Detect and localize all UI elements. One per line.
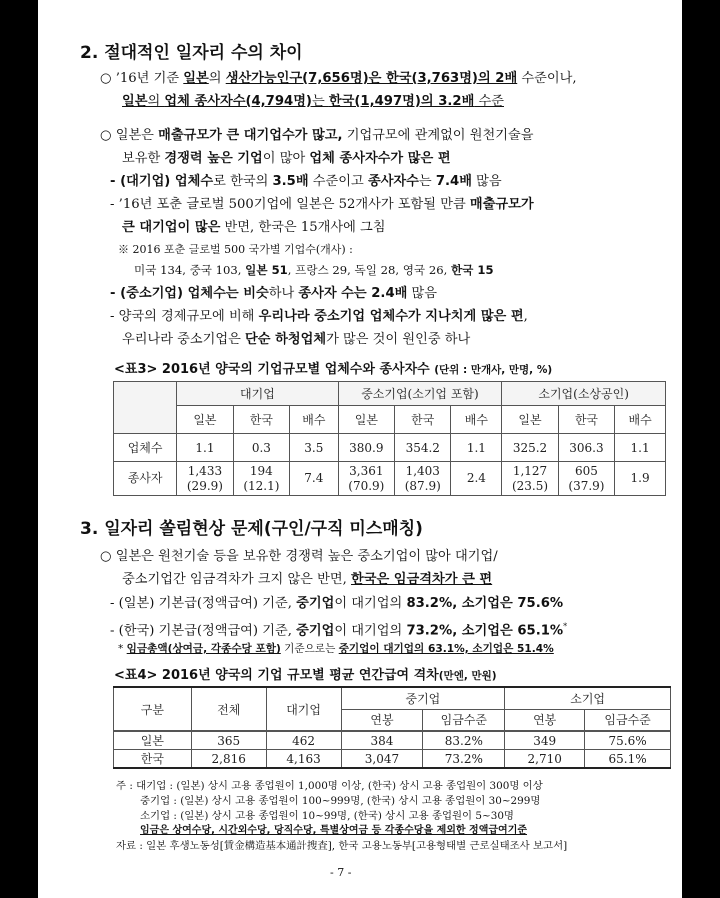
table-cell: 365: [191, 731, 266, 750]
section2-title: 2. 절대적인 일자리 수의 차이: [80, 43, 303, 63]
table3-subheader: 배수: [451, 406, 502, 434]
table-cell: 2,710: [505, 750, 585, 769]
table-cell: 3,047: [341, 750, 423, 769]
table-cell: 3,361 (70.9): [338, 462, 394, 496]
document-page: [38, 0, 682, 898]
table3-group-sme: 중소기업(소기업 포함): [338, 382, 502, 406]
table3-row-label: 종사자: [114, 462, 177, 496]
table3-subheader: 배수: [615, 406, 666, 434]
table3-subheader: 배수: [290, 406, 339, 434]
table3-subheader: 한국: [233, 406, 289, 434]
table-cell: 1.1: [615, 434, 666, 462]
table4-header-category: 구분: [114, 687, 192, 731]
table-cell: 4,163: [266, 750, 341, 769]
table3-corner: [114, 382, 177, 434]
table4-subheader: 연봉: [341, 709, 423, 731]
table-cell: 2.4: [451, 462, 502, 496]
table-cell: 306.3: [558, 434, 614, 462]
s2-fortune-counts: 미국 134, 중국 103, 일본 51, 프랑스 29, 독일 28, 영국 26, 한국 15: [134, 263, 494, 277]
table3: [113, 381, 666, 496]
s2-bullet1-line1: ○ ’16년 기준 일본의 생산가능인구(7,656명)은 한국(3,763명)의 2배 수준이나,: [100, 71, 577, 86]
table-cell: 0.3: [233, 434, 289, 462]
table-cell: 194 (12.1): [233, 462, 289, 496]
note-small-firm: 소기업 : (일본) 상시 고용 종업원이 10~99명, (한국) 상시 고용 종업원이 5~30명: [140, 810, 514, 822]
s3-dash-korea: - (한국) 기본급(정액급여) 기준, 중기업이 대기업의 73.2%, 소기업은 65.1%*: [110, 622, 568, 639]
table-row: [114, 750, 671, 769]
s3-bullet1-line1: ○ 일본은 원천기술 등을 보유한 경쟁력 높은 중소기업이 많아 대기업/: [100, 549, 498, 564]
note-large-firm: 주 : 대기업 : (일본) 상시 고용 종업원이 1,000명 이상, (한국) 상시 고용 종업원이 300명 이상: [116, 780, 543, 792]
table4-subheader: 임금수준: [585, 709, 671, 731]
table-cell: 3.5: [290, 434, 339, 462]
table3-subheader: 일본: [502, 406, 558, 434]
table4-group-medium: 중기업: [341, 687, 505, 709]
table4-header-total: 전체: [191, 687, 266, 731]
table-cell: 1.1: [451, 434, 502, 462]
s3-bullet1-line2: 중소기업간 임금격차가 크지 않은 반면, 한국은 임금격차가 큰 편: [122, 572, 493, 587]
table4-row-label: 일본: [114, 731, 192, 750]
table-cell: 349: [505, 731, 585, 750]
note-medium-firm: 중기업 : (일본) 상시 고용 종업원이 100~999명, (한국) 상시 고용 종업원이 30~299명: [140, 795, 541, 807]
s2-dash2-line1: - ’16년 포춘 글로벌 500기업에 일본은 52개사가 포함될 만큼 매출규모가: [110, 197, 534, 212]
table3-subheader: 일본: [338, 406, 394, 434]
table4-caption: <표4> 2016년 양국의 기업 규모별 평균 연간급여 격차(만엔, 만원): [114, 668, 497, 683]
note-wage-basis: 임금은 상여수당, 시간외수당, 당직수당, 특별상여금 등 각종수당을 제외한 정액급여기준: [140, 825, 528, 836]
table-cell: 380.9: [338, 434, 394, 462]
table-cell: 325.2: [502, 434, 558, 462]
s2-dash1: - (대기업) 업체수로 한국의 3.5배 수준이고 종사자수는 7.4배 많음: [110, 174, 502, 189]
table4: [113, 686, 671, 769]
page-number: - 7 -: [330, 866, 352, 879]
table-cell: 1,403 (87.9): [395, 462, 451, 496]
table4-row-label: 한국: [114, 750, 192, 769]
table-row: [114, 462, 666, 496]
s2-dash4-line1: - 양국의 경제규모에 비해 우리나라 중소기업 업체수가 지나치게 많은 편,: [110, 309, 528, 324]
table-row: [114, 731, 671, 750]
s2-bullet1-line2: 일본의 업체 종사자수(4,794명)는 한국(1,497명)의 3.2배 수준: [122, 94, 504, 109]
s2-bullet2-line1: ○ 일본은 매출규모가 큰 대기업수가 많고, 기업규모에 관계없이 원천기술을: [100, 128, 534, 143]
s2-dash3: - (중소기업) 업체수는 비슷하나 종사자 수는 2.4배 많음: [110, 286, 438, 301]
note-source: 자료 : 일본 후생노동성[賃金構造基本通計搜査], 한국 고용노동부[고용형태별 근로실태조사 보고서]: [116, 840, 568, 852]
table4-subheader: 임금수준: [423, 709, 505, 731]
s2-dash4-line2: 우리나라 중소기업은 단순 하청업체가 많은 것이 원인중 하나: [122, 332, 471, 347]
table-cell: 2,816: [191, 750, 266, 769]
table4-group-small: 소기업: [505, 687, 671, 709]
table-cell: 1,433 (29.9): [177, 462, 233, 496]
table3-subheader: 일본: [177, 406, 233, 434]
table-cell: 7.4: [290, 462, 339, 496]
table3-group-small: 소기업(소상공인): [502, 382, 666, 406]
s3-total-wage-note: * 임금총액(상여금, 각종수당 포함) 기준으로는 중기업이 대기업의 63.1%, 소기업은 51.4%: [118, 643, 554, 655]
table3-subheader: 한국: [558, 406, 614, 434]
table3-row-label: 업체수: [114, 434, 177, 462]
table3-caption: <표3> 2016년 양국의 기업규모별 업체수와 종사자수 (단위 : 만개사, 만명, %): [114, 362, 553, 377]
table3-group-large: 대기업: [177, 382, 338, 406]
table4-header-large: 대기업: [266, 687, 341, 731]
table-cell: 83.2%: [423, 731, 505, 750]
table4-subheader: 연봉: [505, 709, 585, 731]
table-cell: 605 (37.9): [558, 462, 614, 496]
s2-fortune-note: ※ 2016 포춘 글로벌 500 국가별 기업수(개사) :: [118, 243, 353, 256]
table-cell: 75.6%: [585, 731, 671, 750]
section3-title: 3. 일자리 쏠림현상 문제(구인/구직 미스매칭): [80, 519, 423, 539]
table-cell: 354.2: [395, 434, 451, 462]
s2-dash2-line2: 큰 대기업이 많은 반면, 한국은 15개사에 그침: [122, 220, 386, 235]
table-cell: 384: [341, 731, 423, 750]
s3-dash-japan: - (일본) 기본급(정액급여) 기준, 중기업이 대기업의 83.2%, 소기업은 75.6%: [110, 596, 564, 611]
s2-bullet2-line2: 보유한 경쟁력 높은 기업이 많아 업체 종사자수가 많은 편: [122, 151, 451, 166]
table-cell: 1,127 (23.5): [502, 462, 558, 496]
table-cell: 1.1: [177, 434, 233, 462]
table-cell: 462: [266, 731, 341, 750]
table-cell: 73.2%: [423, 750, 505, 769]
table3-subheader: 한국: [395, 406, 451, 434]
table-cell: 65.1%: [585, 750, 671, 769]
table-cell: 1.9: [615, 462, 666, 496]
table-row: [114, 434, 666, 462]
